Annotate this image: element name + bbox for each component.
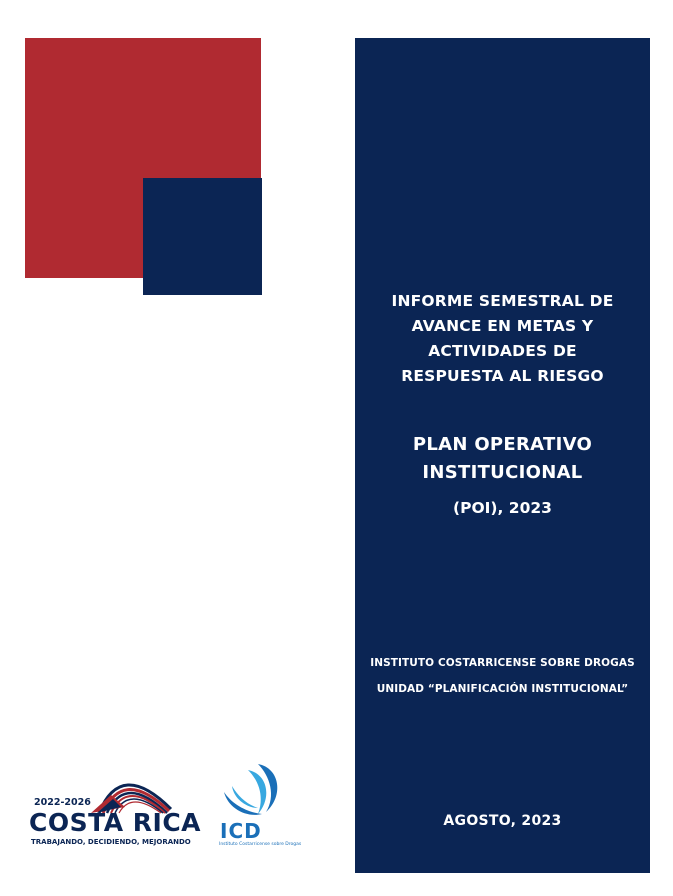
costa-rica-years: 2022-2026 [34,797,91,808]
title-panel [355,38,650,873]
costa-rica-slogan: TRABAJANDO, DECIDIENDO, MEJORANDO [31,838,191,846]
navy-decorative-square [143,178,262,295]
icd-subtitle: Instituto Costarricense sobre Drogas [219,842,302,847]
poi-year: (POI), 2023 [453,499,552,517]
report-title-line: ACTIVIDADES DE [428,342,577,360]
poi-title-line: PLAN OPERATIVO [412,434,593,455]
unit-name: UNIDAD “PLANIFICACIÓN INSTITUCIONAL” [376,683,629,695]
icd-acronym: ICD [220,819,262,843]
costa-rica-name: COSTA RICA [29,808,202,837]
poi-title-line: INSTITUCIONAL [422,462,583,483]
costa-rica-logo [27,765,202,853]
report-title-line: AVANCE EN METAS Y [411,317,594,335]
report-date: AGOSTO, 2023 [443,813,562,829]
icd-logo [218,762,302,854]
institute-name: INSTITUTO COSTARRICENSE SOBRE DROGAS [370,657,635,669]
report-title-line: INFORME SEMESTRAL DE [391,292,614,310]
report-title-line: RESPUESTA AL RIESGO [401,367,604,385]
report-title [355,289,650,389]
icd-swirl-icon [218,762,288,820]
poi-title [355,431,650,487]
